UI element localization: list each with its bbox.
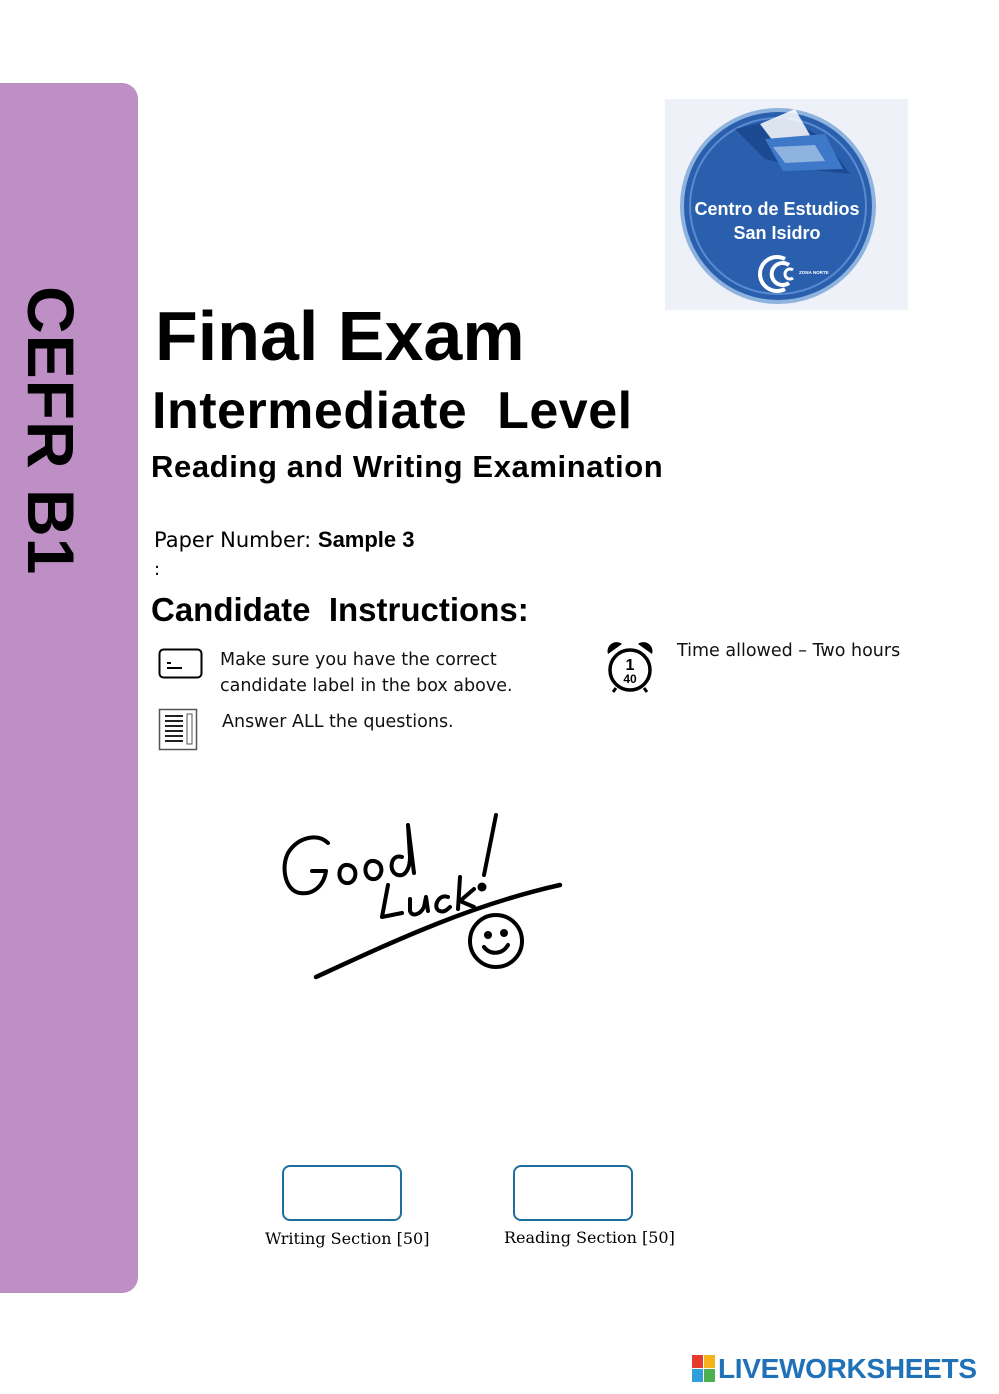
instructions-heading: Candidate Instructions: <box>151 591 529 628</box>
logo-line1: Centro de Estudios <box>694 199 860 219</box>
exam-level: Intermediate Level <box>152 382 633 440</box>
instruction-answer-all: Answer ALL the questions. <box>222 712 454 732</box>
writing-section-label: Writing Section [50] <box>265 1229 430 1248</box>
instruction-label-line2: candidate label in the box above. <box>220 676 513 696</box>
school-logo <box>665 99 908 310</box>
instruction-label-line1: Make sure you have the correct <box>220 650 497 670</box>
clock-minutes: 40 <box>623 672 637 686</box>
exam-subtitle: Reading and Writing Examination <box>151 449 664 484</box>
paper-colon: : <box>154 559 161 580</box>
reading-section-label: Reading Section [50] <box>504 1228 675 1247</box>
alarm-clock-icon <box>604 640 656 698</box>
paper-number-value: Sample 3 <box>317 527 415 552</box>
logo-badge: ZONA NORTE <box>799 270 829 275</box>
liveworksheets-wordmark: LIVEWORKSHEETS <box>718 1353 977 1384</box>
paper-number <box>154 526 415 554</box>
label-card-icon <box>158 648 204 684</box>
side-band <box>0 83 138 1293</box>
liveworksheets-logo-icon <box>692 1355 716 1383</box>
school-logo-emblem <box>665 99 908 310</box>
clock-hour: 1 <box>625 657 635 674</box>
instruction-label <box>220 647 513 699</box>
exam-title: Final Exam <box>155 297 525 375</box>
paper-number-label: Paper Number: <box>154 528 318 552</box>
logo-line2: San Isidro <box>733 223 821 243</box>
time-allowed: Time allowed – Two hours <box>677 641 901 661</box>
level-side-label: CEFR B1 <box>14 286 88 576</box>
writing-score-box[interactable] <box>282 1165 402 1221</box>
good-luck-sign <box>270 805 580 994</box>
document-icon <box>158 708 198 756</box>
reading-score-box[interactable] <box>513 1165 633 1221</box>
